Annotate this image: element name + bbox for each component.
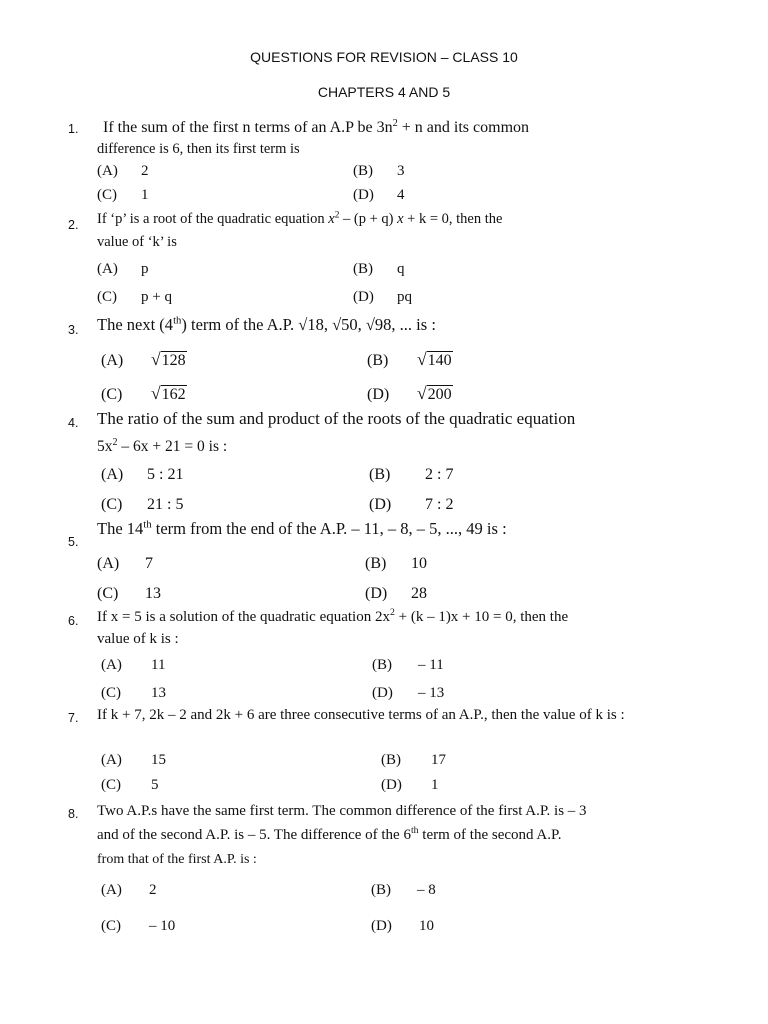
- option-value: 17: [431, 752, 446, 768]
- option-label: (D): [369, 496, 392, 513]
- option-label: (D): [365, 585, 388, 602]
- option-value: 1: [431, 777, 439, 793]
- option-b[interactable]: [365, 555, 427, 573]
- option-label: (A): [101, 466, 124, 483]
- option-value: 13: [145, 585, 161, 602]
- sqrt-symbol: √200: [417, 383, 452, 403]
- question-number: 4.: [68, 416, 79, 430]
- question-number: 5.: [68, 535, 79, 549]
- sqrt-symbol: √162: [151, 383, 186, 403]
- option-b[interactable]: [367, 349, 453, 370]
- option-c[interactable]: [101, 777, 159, 794]
- option-b[interactable]: [371, 882, 436, 899]
- option-value: 2: [141, 163, 149, 179]
- question-text: If k + 7, 2k – 2 and 2k + 6 are three consecutive terms of an A.P., then the value of k is :: [97, 707, 625, 723]
- option-value: p: [141, 261, 149, 277]
- option-c[interactable]: [101, 496, 183, 514]
- page-subtitle: CHAPTERS 4 AND 5: [317, 84, 451, 100]
- option-value: 128: [161, 352, 186, 369]
- option-value: 5 : 21: [147, 466, 184, 483]
- question-text: The ratio of the sum and product of the roots of the quadratic equation $5x^2 - 6x + 21 = 0$ is :: [97, 409, 576, 455]
- question-number: 7.: [68, 711, 79, 725]
- option-value: pq: [397, 289, 412, 305]
- option-value: q: [397, 261, 405, 277]
- option-value: – 13: [418, 685, 445, 701]
- option-d[interactable]: [372, 685, 444, 702]
- option-label: (B): [367, 352, 389, 369]
- option-label: (C): [97, 289, 117, 305]
- option-label: (D): [371, 918, 392, 934]
- option-label: (A): [97, 163, 118, 179]
- option-value: 2: [149, 882, 157, 898]
- option-label: (A): [97, 261, 118, 277]
- question-number: 2.: [68, 218, 79, 232]
- option-label: (C): [97, 585, 119, 602]
- option-value: 11: [151, 657, 166, 673]
- option-label: (C): [101, 685, 121, 701]
- option-label: (A): [101, 882, 122, 898]
- option-a[interactable]: [97, 555, 153, 573]
- question-text: If ‘p’ is a root of the quadratic equation $x^2 - (p + q) x + k = 0$, then the value of ‘k’ is: [97, 210, 503, 250]
- sqrt-symbol: √140: [417, 349, 452, 369]
- question-text: The next (4th) term of the A.P. √18, √50, √98, ... is :: [97, 314, 436, 334]
- option-a[interactable]: [101, 349, 187, 370]
- option-b[interactable]: [381, 752, 446, 769]
- option-label: (D): [372, 685, 393, 701]
- option-value: – 8: [417, 882, 436, 898]
- option-label: (A): [101, 352, 124, 369]
- option-value: 5: [151, 777, 159, 793]
- question-text: If x = 5 is a solution of the quadratic equation $2x^2 + (k - 1)x + 10 = 0$, then the value of k is :: [97, 607, 569, 647]
- option-a[interactable]: [101, 657, 165, 674]
- option-a[interactable]: [97, 261, 149, 278]
- option-d[interactable]: [353, 187, 405, 204]
- question-number: 6.: [68, 614, 79, 628]
- option-c[interactable]: [97, 289, 172, 306]
- option-label: (D): [353, 289, 374, 305]
- option-label: (C): [101, 918, 121, 934]
- option-value: 2 : 7: [425, 466, 454, 483]
- option-value: 10: [411, 555, 427, 572]
- option-value: 15: [151, 752, 166, 768]
- option-b[interactable]: [372, 657, 444, 674]
- option-c[interactable]: [101, 918, 175, 935]
- option-label: (B): [353, 261, 373, 277]
- option-label: (B): [369, 466, 391, 483]
- option-label: (A): [97, 555, 120, 572]
- question-text: The 14th term from the end of the A.P. – 11, – 8, – 5, ..., 49 is :: [97, 518, 507, 538]
- option-label: (C): [101, 496, 123, 513]
- option-c[interactable]: [101, 383, 187, 404]
- option-value: 28: [411, 585, 427, 602]
- option-value: 10: [419, 918, 434, 934]
- question-text: Two A.P.s have the same first term. The common difference of the first A.P. is – 3 and of the second A.P. is – 5. The difference of the 6th term of the second A.P. from that of the first A.P. is :: [97, 803, 587, 867]
- option-value: 1: [141, 187, 149, 203]
- option-d[interactable]: [381, 777, 439, 794]
- option-label: (B): [381, 752, 401, 768]
- option-label: (C): [97, 187, 117, 203]
- option-value: 200: [427, 386, 452, 403]
- option-value: p + q: [141, 289, 172, 305]
- question-number: 3.: [68, 323, 79, 337]
- option-c[interactable]: [97, 585, 161, 603]
- option-a[interactable]: [101, 752, 166, 769]
- option-label: (A): [101, 752, 122, 768]
- option-a[interactable]: [101, 882, 157, 899]
- option-value: 21 : 5: [147, 496, 184, 513]
- option-label: (B): [365, 555, 387, 572]
- option-d[interactable]: [367, 383, 453, 404]
- question-number: 1.: [68, 122, 79, 136]
- option-label: (B): [372, 657, 392, 673]
- option-label: (C): [101, 777, 121, 793]
- option-value: 4: [397, 187, 405, 203]
- sqrt-symbol: √128: [151, 349, 186, 369]
- option-value: 7: [145, 555, 153, 572]
- option-c[interactable]: [101, 685, 166, 702]
- option-label: (D): [381, 777, 402, 793]
- option-d[interactable]: [369, 496, 453, 514]
- option-c[interactable]: [97, 187, 149, 204]
- option-b[interactable]: [369, 466, 453, 484]
- option-label: (D): [367, 386, 390, 403]
- option-value: 7 : 2: [425, 496, 454, 513]
- option-value: 3: [397, 163, 405, 179]
- option-label: (C): [101, 386, 123, 403]
- option-b[interactable]: [353, 163, 405, 180]
- option-value: – 10: [149, 918, 176, 934]
- option-d[interactable]: [365, 585, 427, 603]
- option-label: (D): [353, 187, 374, 203]
- option-d[interactable]: [353, 289, 412, 306]
- option-value: – 11: [418, 657, 444, 673]
- question-text: If the sum of the first n terms of an A.P be $3n^2 + n$ and its common difference is 6, then its first term is: [97, 117, 530, 157]
- option-a[interactable]: [101, 466, 183, 484]
- option-label: (A): [101, 657, 122, 673]
- option-label: (B): [371, 882, 391, 898]
- option-value: 140: [427, 352, 452, 369]
- option-value: 13: [151, 685, 166, 701]
- option-d[interactable]: [371, 918, 434, 935]
- option-a[interactable]: [97, 163, 149, 180]
- option-b[interactable]: [353, 261, 405, 278]
- page-title: QUESTIONS FOR REVISION – CLASS 10: [250, 49, 518, 65]
- question-number: 8.: [68, 807, 79, 821]
- option-label: (B): [353, 163, 373, 179]
- option-value: 162: [161, 386, 186, 403]
